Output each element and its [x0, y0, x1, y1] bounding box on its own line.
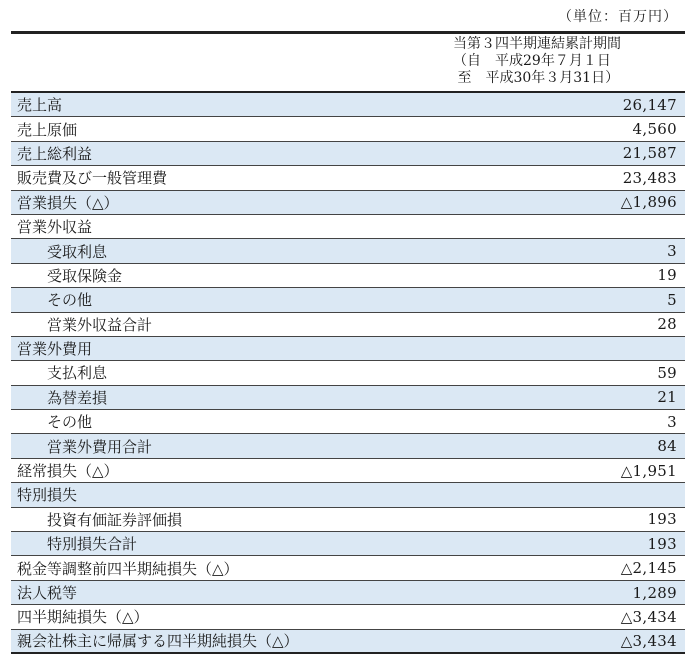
row-label: 販売費及び一般管理費: [17, 169, 168, 188]
table-row: [11, 264, 685, 288]
unit-note: （単位：百万円）: [558, 9, 678, 25]
table-row: [11, 434, 685, 458]
row-label: その他: [47, 413, 93, 432]
row-value: 19: [657, 266, 677, 285]
row-value: 193: [647, 510, 677, 529]
table-header: [11, 34, 685, 93]
income-statement-table: [11, 31, 685, 654]
row-label: 売上原価: [17, 120, 78, 139]
table-row: [11, 630, 685, 654]
table-row: [11, 483, 685, 507]
table-row: [11, 459, 685, 483]
row-label: 投資有価証券評価損: [47, 510, 183, 529]
table-row: [11, 508, 685, 532]
row-label: 特別損失: [17, 486, 78, 505]
row-label: 営業外収益: [17, 218, 93, 237]
row-label: 税金等調整前四半期純損失（△）: [17, 559, 239, 578]
period-start: （自 平成29年７月１日: [453, 53, 611, 69]
row-value: △1,896: [620, 193, 677, 212]
row-value: 4,560: [632, 120, 677, 139]
row-value: △1,951: [620, 461, 677, 480]
row-value: 23,483: [622, 168, 677, 187]
row-value: 3: [667, 412, 677, 431]
row-value: 84: [657, 437, 677, 456]
row-value: 26,147: [622, 95, 677, 114]
row-label: 受取保険金: [47, 266, 123, 285]
row-value: 28: [657, 315, 677, 334]
row-label: 為替差損: [47, 388, 108, 407]
table-row: [11, 581, 685, 605]
row-label: 営業外費用合計: [47, 437, 153, 456]
table-row: [11, 337, 685, 361]
row-label: 支払利息: [47, 364, 108, 383]
row-label: その他: [47, 291, 93, 310]
row-value: △2,145: [620, 559, 677, 578]
table-row: [11, 410, 685, 434]
row-label: 経常損失（△）: [17, 462, 119, 481]
table-row: [11, 215, 685, 239]
row-label: 売上高: [17, 96, 63, 115]
table-row: [11, 361, 685, 385]
row-label: 売上総利益: [17, 144, 93, 163]
row-value: 3: [667, 242, 677, 261]
row-label: 営業外収益合計: [47, 315, 153, 334]
table-row: [11, 605, 685, 629]
row-value: 59: [657, 363, 677, 382]
row-value: △3,434: [620, 631, 677, 650]
table-row: [11, 93, 685, 117]
table-row: [11, 166, 685, 190]
table-row: [11, 556, 685, 580]
period-end: 至 平成30年３月31日）: [453, 70, 620, 86]
row-label: 営業外費用: [17, 340, 93, 359]
table-row: [11, 288, 685, 312]
table-body: [11, 93, 685, 654]
table-row: [11, 239, 685, 263]
table-row: [11, 386, 685, 410]
row-label: 法人税等: [17, 584, 78, 602]
table-row: [11, 142, 685, 166]
row-value: 21,587: [622, 144, 677, 163]
table-row: [11, 532, 685, 556]
table-row: [11, 313, 685, 337]
table-row: [11, 191, 685, 215]
row-value: 1,289: [632, 583, 677, 602]
period-title: 当第３四半期連結累計期間: [453, 36, 621, 52]
table-row: [11, 117, 685, 141]
row-value: 5: [667, 290, 677, 309]
row-label: 特別損失合計: [47, 535, 138, 554]
row-value: 21: [657, 388, 677, 407]
row-label: 四半期純損失（△）: [17, 608, 149, 627]
row-value: 193: [647, 534, 677, 553]
row-label: 営業損失（△）: [17, 193, 119, 212]
row-label: 受取利息: [47, 242, 108, 261]
row-value: △3,434: [620, 607, 677, 626]
row-label: 親会社株主に帰属する四半期純損失（△）: [17, 632, 299, 651]
